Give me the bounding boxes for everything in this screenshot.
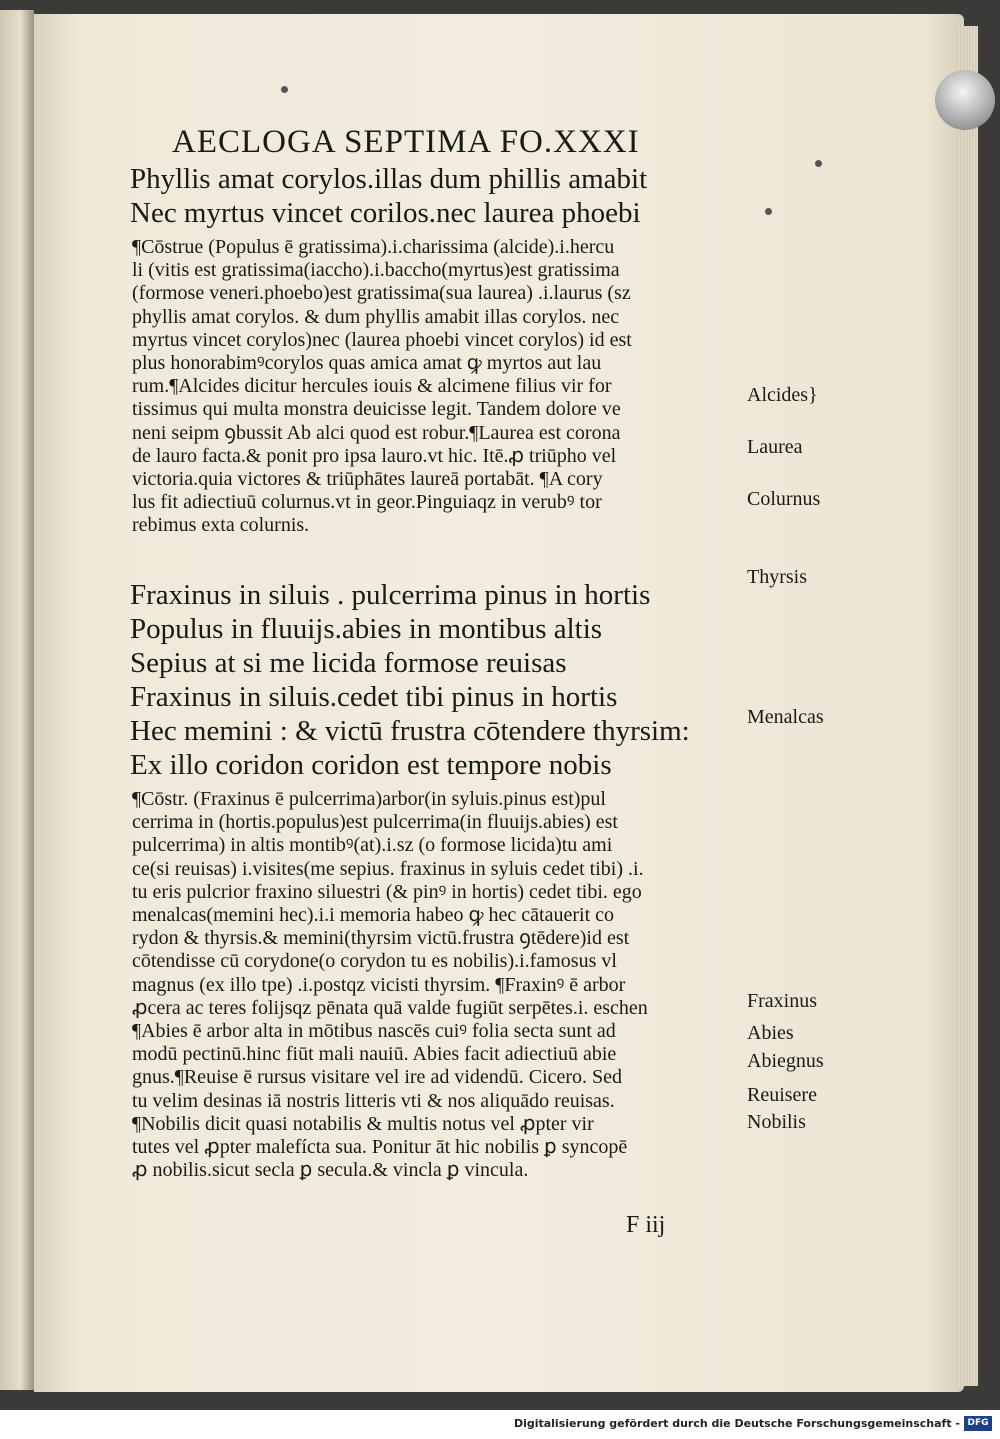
commentary-line: rydon & thyrsis.& memini(thyrsim victū.frustra ꝯtēdere)id est: [132, 927, 630, 950]
ink-spot: [281, 86, 288, 93]
ink-spot: [815, 160, 822, 167]
verse-line: Populus in fluuijs.abies in montibus altis: [130, 613, 603, 645]
commentary-line: ꝓ nobilis.sicut secla ꝑ secula.& vincla ꝑ vincula.: [132, 1159, 529, 1182]
margin-note-laurea: Laurea: [747, 436, 803, 458]
commentary-line: tissimus qui multa monstra deuicisse legit. Tandem dolore ve: [132, 398, 621, 421]
commentary-line: rebimus exta colurnis.: [132, 514, 310, 537]
left-page-edge: [0, 10, 34, 1390]
commentary-line: neni seipm ꝯbussit Ab alci quod est robur.¶Laurea est corona: [132, 421, 621, 444]
margin-note-nobilis: Nobilis: [747, 1111, 806, 1133]
commentary-block-2: [132, 788, 648, 1182]
commentary-line: gnus.¶Reuise ē rursus visitare vel ire ad videndū. Cicero. Sed: [132, 1066, 623, 1089]
digitization-footer: [0, 1410, 1000, 1439]
verse-line: Fraxinus in siluis . pulcerrima pinus in hortis: [130, 579, 651, 611]
verse-line: Hec memini : & victū frustra cōtendere thyrsim:: [130, 715, 690, 747]
verse-line: Ex illo coridon coridon est tempore nobis: [130, 749, 612, 781]
commentary-line: victoria.quia victores & triūphātes laureā portabāt. ¶A cory: [132, 468, 603, 491]
commentary-line: tu velim desinas iā nostris litteris vti & nos aliquādo reuisas.: [132, 1089, 615, 1112]
margin-note-colurnus: Colurnus: [747, 488, 821, 510]
commentary-line: myrtus vincet corylos)nec (laurea phoebi vincet corylos) id est: [132, 328, 632, 351]
commentary-line: tutes vel ꝓpter malefícta sua. Ponitur āt hic nobilis ꝑ syncopē: [132, 1136, 628, 1159]
page-heading: AECLOGA SEPTIMA FO.XXXI: [172, 124, 640, 160]
verse-line: Fraxinus in siluis.cedet tibi pinus in hortis: [130, 681, 618, 713]
commentary-line: pulcerrima) in altis montibꝰ(at).i.sz (o formose licida)tu ami: [132, 834, 613, 857]
commentary-line: modū pectinū.hinc fiūt mali nauiū. Abies facit adiectiuū abie: [132, 1043, 617, 1066]
margin-note-menalcas: Menalcas: [747, 706, 824, 728]
margin-note-reuisere: Reuisere: [747, 1084, 817, 1106]
commentary-line: cerrima in (hortis.populus)est pulcerrima(in fluuijs.abies) est: [132, 811, 618, 834]
verse-line: Nec myrtus vincet corilos.nec laurea phoebi: [130, 197, 641, 229]
commentary-line: tu eris pulcrior fraxino siluestri (& pinꝰ in hortis) cedet tibi. ego: [132, 880, 642, 903]
commentary-block-1: [132, 236, 632, 538]
verse-line: Phyllis amat corylos.illas dum phillis amabit: [130, 163, 648, 195]
margin-note-fraxinus: Fraxinus: [747, 990, 817, 1012]
commentary-line: ¶Abies ē arbor alta in mōtibus nascēs cuiꝰ folia secta sunt ad: [132, 1020, 616, 1043]
commentary-line: magnus (ex illo tpe) .i.postqz vicisti thyrsim. ¶Fraxinꝰ ē arbor: [132, 973, 626, 996]
commentary-line: ꝓcera ac teres folijsqz pēnata quā valde fugiūt serpētes.i. eschen: [132, 996, 648, 1019]
commentary-line: cōtendisse cū corydone(o corydon tu es nobilis).i.famosus vl: [132, 950, 617, 973]
commentary-line: menalcas(memini hec).i.i memoria habeo ꝙ hec cātauerit co: [132, 904, 615, 927]
verse-block-2: [130, 578, 690, 782]
signature-mark: F iij: [626, 1212, 666, 1238]
commentary-line: plus honorabimꝰcorylos quas amica amat ꝙ myrtos aut lau: [132, 352, 602, 375]
commentary-line: ce(si reuisas) i.visites(me sepius. fraxinus in syluis cedet tibi) .i.: [132, 857, 644, 880]
verse-block-1: [130, 162, 647, 230]
commentary-line: ¶Nobilis dicit quasi notabilis & multis notus vel ꝓpter vir: [132, 1112, 594, 1135]
margin-note-abies: Abies: [747, 1022, 794, 1044]
margin-note-thyrsis: Thyrsis: [747, 566, 807, 588]
commentary-line: phyllis amat corylos. & dum phyllis amabit illas corylos. nec: [132, 305, 620, 328]
verse-line: Sepius at si me licida formose reuisas: [130, 647, 567, 679]
margin-note-alcides: Alcides}: [747, 384, 818, 406]
page-edges: [958, 26, 978, 1386]
commentary-line: de lauro facta.& ponit pro ipsa lauro.vt hic. Itē.ꝓ triūpho vel: [132, 444, 617, 467]
commentary-line: ¶Cōstr. (Fraxinus ē pulcerrima)arbor(in syluis.pinus est)pul: [132, 788, 606, 810]
commentary-line: rum.¶Alcides dicitur hercules iouis & alcimene filius vir for: [132, 375, 612, 398]
commentary-line: (formose veneri.phoebo)est gratissima(sua laurea) .i.laurus (sz: [132, 282, 631, 305]
margin-note-abiegnus: Abiegnus: [747, 1050, 824, 1072]
commentary-line: li (vitis est gratissima(iaccho).i.baccho(myrtus)est gratissima: [132, 259, 620, 282]
commentary-line: ¶Cōstrue (Populus ē gratissima).i.charissima (alcide).i.hercu: [132, 236, 615, 258]
dfg-logo: DFG: [964, 1416, 992, 1431]
ink-spot: [765, 208, 772, 215]
commentary-line: lus fit adiectiuū colurnus.vt in geor.Pinguiaqz in verubꝰ tor: [132, 491, 602, 514]
funding-credit: Digitalisierung gefördert durch die Deutsche Forschungsgemeinschaft -: [513, 1417, 960, 1430]
